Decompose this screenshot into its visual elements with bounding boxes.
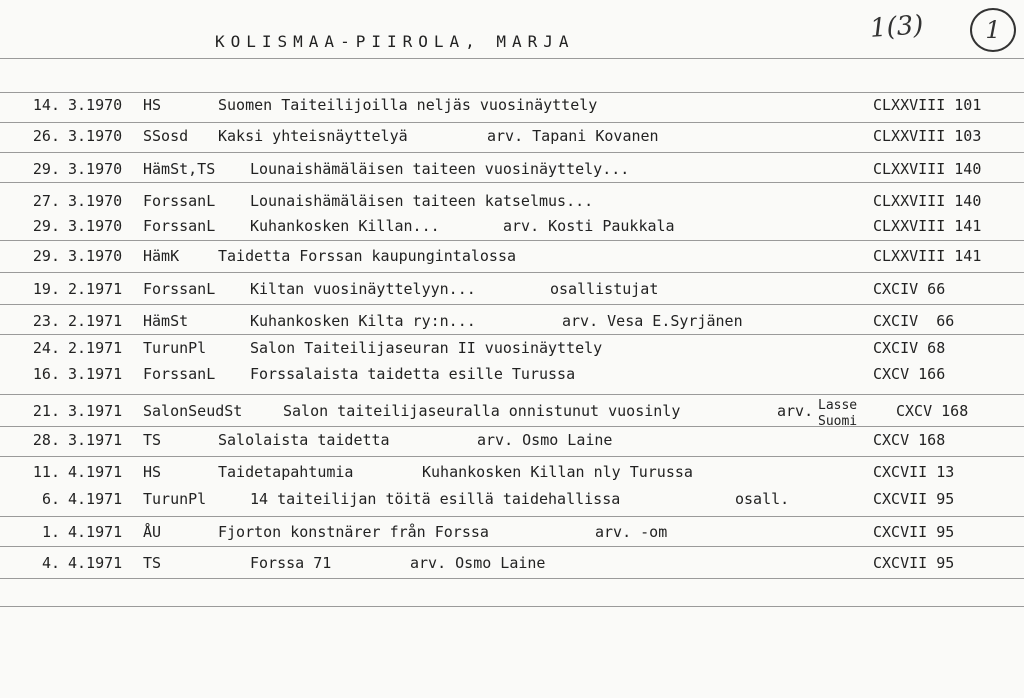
- entry-source: TS: [143, 431, 162, 449]
- entry-source: TurunPl: [143, 339, 207, 357]
- entry-day: 29.: [32, 160, 60, 178]
- rule-line: [0, 606, 1024, 607]
- entry-day: 29.: [32, 247, 60, 265]
- entry-row: [0, 160, 1024, 182]
- rule-line: [0, 240, 1024, 241]
- entry-reference: CLXXVIII 140: [873, 192, 982, 210]
- entry-title: Salolaista taidetta: [218, 431, 390, 449]
- entry-source: ÅU: [143, 523, 162, 541]
- rule-line: [0, 426, 1024, 427]
- entry-day: 29.: [32, 217, 60, 235]
- entry-row: [0, 217, 1024, 239]
- entry-extra: arv. Osmo Laine: [477, 431, 613, 449]
- entry-row: [0, 192, 1024, 214]
- suomi-line: Suomi: [818, 414, 858, 429]
- entry-reference: CLXXVIII 103: [873, 127, 982, 145]
- rule-line: [0, 456, 1024, 457]
- entry-reference: CXCIV 68: [873, 339, 946, 357]
- rule-line: [0, 516, 1024, 517]
- entry-title: Salon taiteilijaseuralla onnistunut vuosinly: [283, 402, 681, 420]
- entry-year: 2.1971: [68, 280, 123, 298]
- entry-source: HämSt: [143, 312, 189, 330]
- entry-day: 27.: [32, 192, 60, 210]
- entry-year: 4.1971: [68, 554, 123, 572]
- entry-reference: CXCV 168: [873, 431, 946, 449]
- entry-title: Kiltan vuosinäyttelyyn...: [250, 280, 476, 298]
- entry-title: Salon Taiteilijaseuran II vuosinäyttely: [250, 339, 603, 357]
- entry-extra: arv. Tapani Kovanen: [487, 127, 659, 145]
- lasse-line: Lasse: [818, 398, 858, 413]
- entry-title: Lounaishämäläisen taiteen katselmus...: [250, 192, 594, 210]
- entry-extra: arv. -om: [595, 523, 668, 541]
- entry-title: Fjorton konstnärer från Forssa: [218, 523, 489, 541]
- entry-extra: arv. Kosti Paukkala: [503, 217, 675, 235]
- rule-line: [0, 578, 1024, 579]
- header-rule: [0, 58, 1024, 59]
- entry-reference: CXCV 168: [896, 402, 969, 420]
- entry-day: 11.: [32, 463, 60, 481]
- page-number-circled: 1: [970, 8, 1016, 52]
- entry-extra: arv. Vesa E.Syrjänen: [562, 312, 743, 330]
- entry-day: 21.: [32, 402, 60, 420]
- entry-source: ForssanL: [143, 217, 216, 235]
- entry-row: [0, 523, 1024, 545]
- entry-year: 3.1971: [68, 402, 123, 420]
- entry-year: 2.1971: [68, 312, 123, 330]
- entry-extra: arv. Osmo Laine: [410, 554, 546, 572]
- entry-title: Kuhankosken Kilta ry:n...: [250, 312, 476, 330]
- entry-source: HS: [143, 96, 162, 114]
- entry-source: TurunPl: [143, 490, 207, 508]
- entry-reference: CXCIV 66: [873, 280, 946, 298]
- entry-day: 26.: [32, 127, 60, 145]
- entry-title: Taidetta Forssan kaupungintalossa: [218, 247, 517, 265]
- entry-year: 3.1971: [68, 431, 123, 449]
- rule-line: [0, 92, 1024, 93]
- entry-title: Forssalaista taidetta esille Turussa: [250, 365, 576, 383]
- entry-reference: CXCVII 95: [873, 523, 955, 541]
- entry-title: 14 taiteilijan töitä esillä taidehallissa: [250, 490, 621, 508]
- entry-row: [0, 127, 1024, 149]
- rule-line: [0, 334, 1024, 335]
- entry-extra: arv.: [777, 402, 814, 420]
- entry-source: ForssanL: [143, 365, 216, 383]
- entry-day: 14.: [32, 96, 60, 114]
- entry-day: 19.: [32, 280, 60, 298]
- entry-title: Suomen Taiteilijoilla neljäs vuosinäyttely: [218, 96, 598, 114]
- entry-reference: CXCVII 95: [873, 554, 955, 572]
- entry-row: [0, 463, 1024, 485]
- entry-day: 16.: [32, 365, 60, 383]
- entry-title: Lounaishämäläisen taiteen vuosinäyttely...: [250, 160, 630, 178]
- entry-row: [0, 312, 1024, 334]
- entry-reference: CLXXVIII 140: [873, 160, 982, 178]
- entry-row: [0, 247, 1024, 269]
- entry-day: 1.: [41, 523, 60, 541]
- rule-line: [0, 122, 1024, 123]
- entry-source: HämSt,TS: [143, 160, 216, 178]
- entry-day: 6.: [41, 490, 60, 508]
- lasse-suomi-note: [818, 398, 857, 430]
- entry-year: 3.1970: [68, 192, 123, 210]
- rule-line: [0, 546, 1024, 547]
- entry-row: [0, 402, 1024, 424]
- entry-source: TS: [143, 554, 162, 572]
- rule-line: [0, 272, 1024, 273]
- entry-title: Taidetapahtumia: [218, 463, 354, 481]
- entry-row: [0, 554, 1024, 576]
- entry-title: Kaksi yhteisnäyttelyä: [218, 127, 408, 145]
- entry-reference: CLXXVIII 141: [873, 247, 982, 265]
- rule-line: [0, 152, 1024, 153]
- entry-year: 3.1970: [68, 217, 123, 235]
- person-name: KOLISMAA-PIIROLA, MARJA: [215, 32, 575, 51]
- entry-reference: CXCVII 95: [873, 490, 955, 508]
- entry-year: 4.1971: [68, 463, 123, 481]
- entry-day: 23.: [32, 312, 60, 330]
- entry-year: 4.1971: [68, 490, 123, 508]
- rule-line: [0, 394, 1024, 395]
- entry-year: 2.1971: [68, 339, 123, 357]
- entry-reference: CLXXVIII 101: [873, 96, 982, 114]
- entry-source: HS: [143, 463, 162, 481]
- entry-year: 3.1970: [68, 160, 123, 178]
- rule-line: [0, 182, 1024, 183]
- entry-row: [0, 339, 1024, 361]
- rule-line: [0, 304, 1024, 305]
- entry-source: SalonSeudSt: [143, 402, 243, 420]
- entry-day: 24.: [32, 339, 60, 357]
- entry-reference: CXCIV 66: [873, 312, 955, 330]
- entry-year: 3.1970: [68, 127, 123, 145]
- entry-source: ForssanL: [143, 280, 216, 298]
- entry-row: [0, 365, 1024, 387]
- entry-row: [0, 431, 1024, 453]
- entry-reference: CLXXVIII 141: [873, 217, 982, 235]
- entry-source: HämK: [143, 247, 180, 265]
- entry-row: [0, 280, 1024, 302]
- entry-extra: osallistujat: [550, 280, 659, 298]
- entry-row: [0, 490, 1024, 512]
- entry-day: 4.: [41, 554, 60, 572]
- entry-year: 3.1970: [68, 96, 123, 114]
- entry-year: 3.1970: [68, 247, 123, 265]
- entry-reference: CXCV 166: [873, 365, 946, 383]
- entry-source: ForssanL: [143, 192, 216, 210]
- entry-reference: CXCVII 13: [873, 463, 955, 481]
- entry-year: 3.1971: [68, 365, 123, 383]
- entry-title: Kuhankosken Killan...: [250, 217, 440, 235]
- entry-row: [0, 96, 1024, 118]
- page-fraction-handwritten: 1(3): [869, 10, 925, 44]
- entry-extra: osall.: [735, 490, 790, 508]
- entry-year: 4.1971: [68, 523, 123, 541]
- entry-extra: Kuhankosken Killan nly Turussa: [422, 463, 693, 481]
- entry-title: Forssa 71: [250, 554, 332, 572]
- entry-day: 28.: [32, 431, 60, 449]
- entry-source: SSosd: [143, 127, 189, 145]
